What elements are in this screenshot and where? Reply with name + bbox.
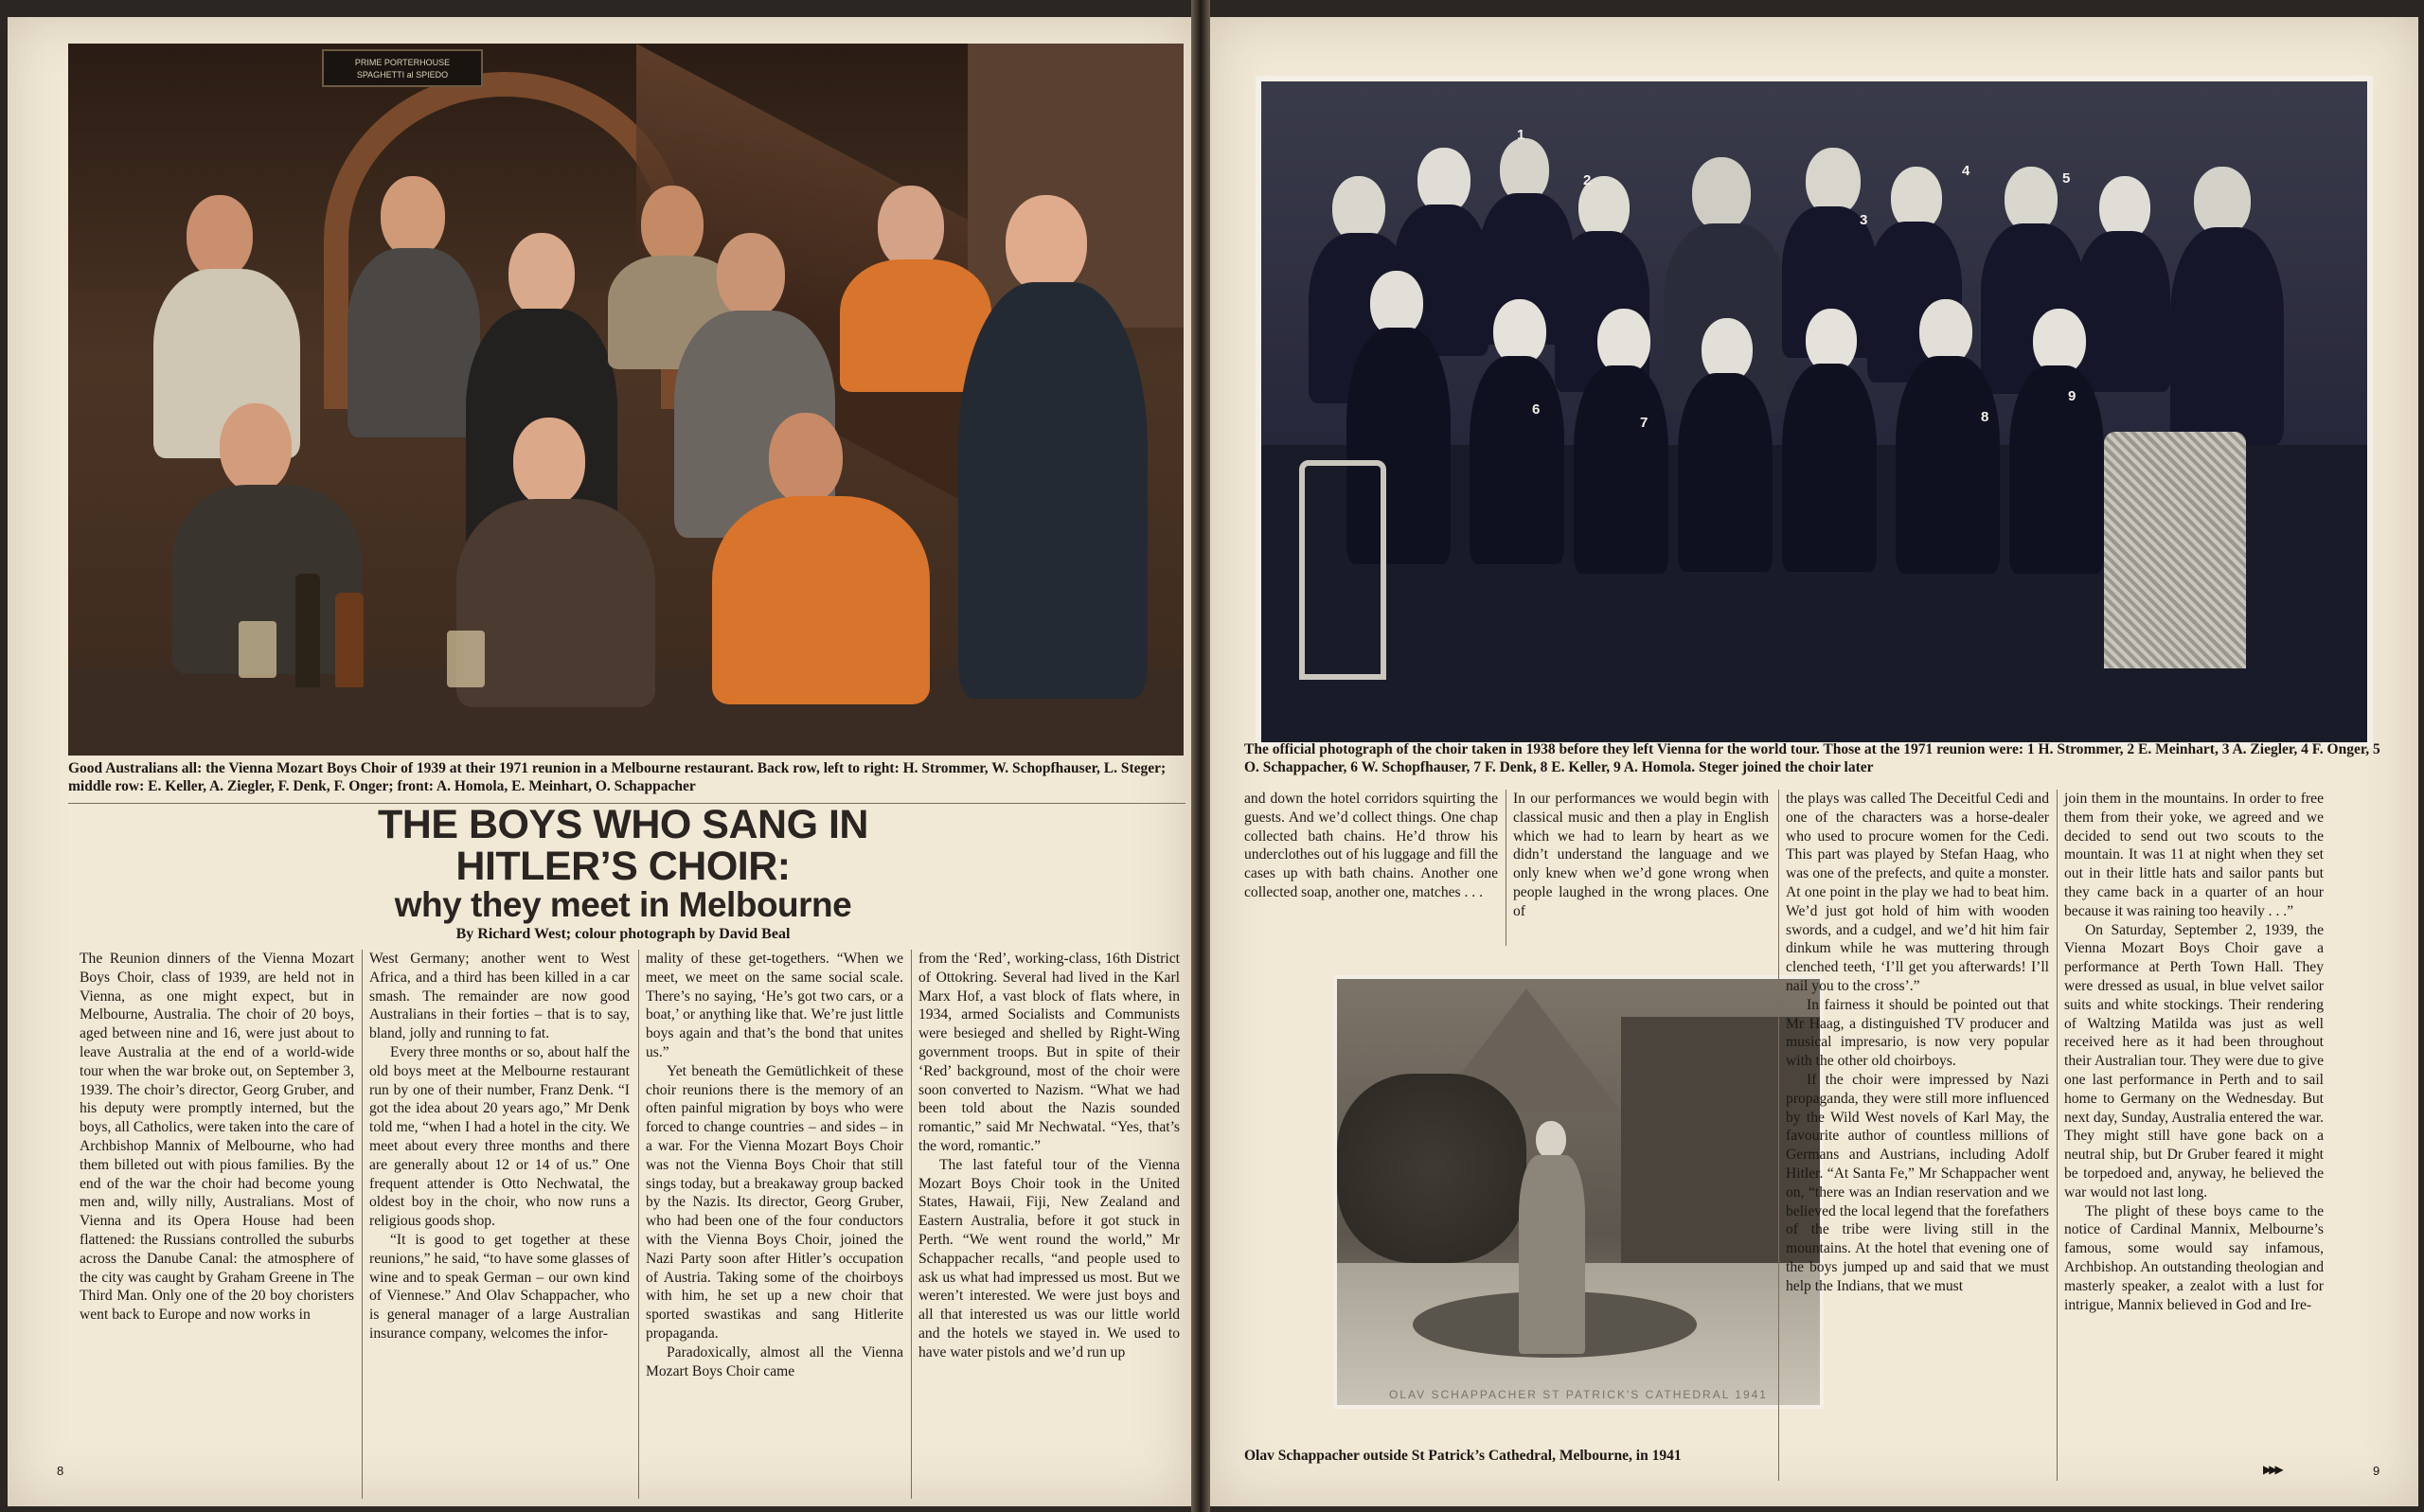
restaurant-sign: PRIME PORTERHOUSE SPAGHETTI al SPIEDO xyxy=(322,49,483,87)
photo-number-label: 1 xyxy=(1517,127,1525,143)
choirboy-figure xyxy=(1519,1121,1585,1358)
article-paragraph: In fairness it should be pointed out that Mr Haag, a distinguished TV producer and musical impresario, is now very popular with the other old choirboys. xyxy=(1786,996,2049,1070)
column-rule xyxy=(2057,790,2058,1481)
article-paragraph: The plight of these boys came to the notice of Cardinal Mannix, Melbourne’s famous, some would say infamous, Archbishop. An outstanding theologian and masterly speaker, a zealot with a lust for intrigue, Mannix believed in God and Ire- xyxy=(2064,1202,2324,1313)
photo-number-label: 8 xyxy=(1981,409,1989,425)
article-paragraph: Paradoxically, almost all the Vienna Mozart Boys Choir came xyxy=(646,1343,903,1379)
headline-subtitle: why they meet in Melbourne xyxy=(394,885,852,924)
photo-number-label: 2 xyxy=(1583,172,1592,188)
color-photo-caption: Good Australians all: the Vienna Mozart Boys Choir of 1939 at their 1971 reunion in a Melbourne restaurant. Back row, left to right: H. Strommer, W. Schopfhauser, L. Steger; middle row: E. Keller, A. Ziegler, F. Denk, F. Onger; front: A. Homola, E. Meinhart, O. Schappacher xyxy=(68,760,1167,794)
byline: By Richard West; colour photograph by David Beal xyxy=(455,926,791,942)
cathedral-photo-caption: Olav Schappacher outside St Patrick’s Cathedral, Melbourne, in 1941 xyxy=(1244,1448,1682,1464)
choir-1938-photo xyxy=(1256,76,2373,748)
photo-number-label: 5 xyxy=(2062,170,2071,187)
page-number: 8 xyxy=(57,1464,64,1478)
article-column-6: In our performances we would begin with classical music and then a play in English which we had to learn by heart as we didn’t understand the language and we only knew when we’d gone wrong when people laughed in the wrong places. One of xyxy=(1513,791,1769,919)
photo-number-label: 7 xyxy=(1640,415,1649,431)
choir-photo-caption: The official photograph of the choir taken in 1938 before they left Vienna for the world tour. Those at the 1971 reunion were: 1 H. Strommer, 2 E. Meinhart, 3 A. Ziegler, 4 F. Onger, 5 O. Schappacher, 6 W. Schopfhauser, 7 F. Denk, 8 E. Keller, 9 A. Homola. Steger joined the choir later xyxy=(1244,741,2380,775)
column-rule xyxy=(1778,790,1779,1481)
left-page xyxy=(8,17,1191,1506)
article-paragraph: On Saturday, September 2, 1939, the Vienna Mozart Boys Choir gave a performance at Perth Town Hall. They were dressed as usual, in blue velvet sailor suits and white stockings. Their rendering of Waltzing Matilda was just as well received here as it had been throughout their Australian tour. They were due to give one last performance in Perth and to sail home to Germany on the Wednesday. But next day, Sunday, Australia entered the war. They might still have gone back on a neutral ship, but Dr Gruber feared it might be torpedoed and, anyway, he believed the war would not last long. xyxy=(2064,921,2324,1201)
photo-number-label: 9 xyxy=(2068,388,2076,404)
article-column-3: mality of these get-togethers. “When we meet, we meet on the same social scale. There’s no saying, ‘He’s got two cars, or a boat,’ or anything like that. We’re just little boys again and that’s the bond that unites us.” Yet beneath the Gemütlichkeit of these choir reunions there is the memory of an often painful migration by boys who were forced to change countries – and sides – in a war. For the Vienna Mozart Boys Choir was not the Vienna Boys Choir that still sings today, but a breakaway group backed by the Nazis. Its director, Georg Gruber, who had been one of the four conductors with the Vienna Boys Choir, joined the Nazi Party soon after Hitler’s occupation of Austria. Taking some of the choirboys with him, he set up a new choir that sported swastikas and sang Hitlerite propaganda. Paradoxically, almost all the Vienna Mozart Boys Choir came xyxy=(646,951,903,1379)
article-paragraph: Every three months or so, about half the old boys meet at the Melbourne restaurant run by one of their number, Franz Denk. “I got the idea about 20 years ago,” Mr Denk told me, “when I had a hotel in the city. We meet about every three months and there are generally about 12 or 14 of us.” One frequent attender is Otto Nechwatal, the oldest boy in the choir, who now runs a religious goods shop. xyxy=(369,1043,630,1230)
wicker-chair xyxy=(2104,432,2246,668)
photo-number-label: 6 xyxy=(1532,401,1541,418)
article-paragraph: Yet beneath the Gemütlichkeit of these choir reunions there is the memory of an often painful migration by boys who were forced to change countries – and sides – in a war. For the Vienna Mozart Boys Choir was not the Vienna Boys Choir that still sings today, but a breakaway group backed by the Nazis. Its director, Georg Gruber, who had been one of the four conductors with the Vienna Boys Choir, joined the Nazi Party soon after Hitler’s occupation of Austria. Taking some of the choirboys with him, he set up a new choir that sported swastikas and sang Hitlerite propaganda. xyxy=(646,1062,903,1342)
headline-line-1: THE BOYS WHO SANG IN xyxy=(378,802,868,847)
photo-number-label: 4 xyxy=(1962,163,1970,179)
headline-line-2: HITLER’S CHOIR: xyxy=(455,844,791,889)
article-column-2: West Germany; another went to West Africa, and a third has been killed in a car smash. The remainder are now good Australians in their forties – that is to say, bland, jolly and running to fat. Every three months or so, about half the old boys meet at the Melbourne restaurant run by one of their number, Franz Denk. “I got the idea about 20 years ago,” Mr Denk told me, “when I had a hotel in the city. We meet about every three months and there are generally about 12 or 14 of us.” One frequent attender is Otto Nechwatal, the oldest boy in the choir, who now runs a religious goods shop. “It is good to get together at these reunions,” he said, “to have some glasses of wine and to speak German – our own kind of Viennese.” And Olav Schappacher, who is general manager of a large Australian insurance company, welcomes the infor- xyxy=(369,951,630,1342)
right-page xyxy=(1210,17,2418,1506)
column-rule xyxy=(362,950,363,1499)
article-column-4: from the ‘Red’, working-class, 16th District of Ottokring. Several had lived in the Karl Marx Hof, a vast block of flats where, in 1934, armed Socialists and Communists were besieged and shelled by Right-Wing government troops. But in spite of their ‘Red’ background, most of the choir were soon converted to Nazism. “What we had been told about the Nazis sounded romantic,” said Mr Nechwatal. “Yes, that’s the word, romantic.” The last fateful tour of the Vienna Mozart Boys Choir took in the United States, Hawaii, Fiji, New Zealand and Eastern Australia, before it got stuck in Perth. “We went round the world,” Mr Schappacher recalls, “and people used to ask us what had impressed us most. But we weren’t interested. We were just boys and all that interested us was our little world and the hotels we stayed in. We used to have water pistols and we’d run up xyxy=(918,951,1180,1361)
chair xyxy=(1299,460,1386,680)
page-number: 9 xyxy=(2373,1464,2380,1478)
continue-arrow-icon: ▶▶▶ xyxy=(2263,1463,2281,1476)
article-column-1: The Reunion dinners of the Vienna Mozart Boys Choir, class of 1939, are held not in Vienna, as one might expect, but in Melbourne, Australia. The choir of 20 boys, aged between nine and 16, were just about to leave Australia at the end of a world-wide tour when the war broke out, on September 3, 1939. The choir’s director, Georg Gruber, and his deputy were promptly interned, but the boys, all Catholics, were taken into the care of Archbishop Mannix of Melbourne, who had them billeted out with pious families. By the end of the war the choir had become young men and, willy nilly, Australians. Most of Vienna and its Opera House had been flattened: the Russians controlled the suburbs across the Danube Canal: the atmosphere of the city was caught by Graham Greene in The Third Man. Only one of the 20 boy choristers went back to Europe and now works in xyxy=(80,951,354,1324)
article-column-5: and down the hotel corridors squirting the guests. And we’d collect things. One chap collected bath chains. He’d throw his underclothes out of his luggage and fill the cases up with bath chains. Another one collected soap, another one, matches . . . xyxy=(1244,791,1498,900)
article-paragraph: “It is good to get together at these reunions,” he said, “to have some glasses of wine and to speak German – our own kind of Viennese.” And Olav Schappacher, who is general manager of a large Australian insurance company, welcomes the infor- xyxy=(369,1231,630,1342)
article-column-8: join them in the mountains. In order to free them from their yoke, we agreed and we decided to send out two scouts to the mountain. It was 11 at night when they set out in their little hats and sailor pants but they came back in a quarter of an hour because it was raining too heavily . . .” On Saturday, September 2, 1939, the Vienna Mozart Boys Choir gave a performance at Perth Town Hall. They were dressed as usual, in blue velvet sailor suits and white stockings. Their rendering of Waltzing Matilda was just as well received here as it had been throughout their Australian tour. They were due to give one last performance in Perth and to sail home to Germany on the Wednesday. But next day, Sunday, Australia entered the war. They might still have gone back on a neutral ship, but Dr Gruber feared it might be torpedoed and, anyway, he believed the war would not last long. The plight of these boys came to the notice of Cardinal Mannix, Melbourne’s famous, some would say infamous, Archbishop. An outstanding theologian and masterly speaker, a zealot with a lust for intrigue, Mannix believed in God and Ire- xyxy=(2064,791,2324,1313)
photo-number-label: 3 xyxy=(1860,212,1868,228)
photo-inscription: OLAV SCHAPPACHER ST PATRICK'S CATHEDRAL 1941 xyxy=(1389,1388,1768,1401)
article-paragraph: The last fateful tour of the Vienna Mozart Boys Choir took in the United States, Hawaii, Fiji, New Zealand and Eastern Australia, before it got stuck in Perth. “We went round the world,” Mr Schappacher recalls, “and people used to ask us what had impressed us most. But we weren’t interested. We were just boys and all that interested us was our little world and the hotels we stayed in. We used to have water pistols and we’d run up xyxy=(918,1156,1180,1361)
article-column-7: the plays was called The Deceitful Cedi and one of the characters was a horse-dealer who used to procure women for the Cedi. This part was played by Stefan Haag, who was one of the prefects, and quite a monster. At one point in the play we had to beat him. We’d just got hold of him with wooden swords, and a cudgel, and we’d hit him fair dinkum while he was muttering through clenched teeth, ‘I’ll get you afterwards! I’ll nail you to the cross’.” In fairness it should be pointed out that Mr Haag, a distinguished TV producer and musical impresario, is now very popular with the other old choirboys. If the choir were impressed by Nazi propaganda, they were still more influenced by the Wild West novels of Karl May, the favourite author of countless millions of Germans and Austrians, including Adolf Hitler. “At Santa Fe,” Mr Schappacher went on, “there was an Indian reservation and we believed the local legend that the forefathers of the tribe were living still in the mountains. At the hotel that evening one of the boys jumped up and said that we must help the Indians, that we must xyxy=(1786,791,2049,1294)
column-rule xyxy=(911,950,912,1499)
column-rule xyxy=(638,950,639,1499)
magazine-spine xyxy=(1191,0,1210,1512)
cathedral-photo xyxy=(1333,975,1824,1409)
reunion-color-photo xyxy=(68,44,1184,756)
article-paragraph: If the choir were impressed by Nazi propaganda, they were still more influenced by the Wild West novels of Karl May, the favourite author of countless millions of Germans and Austrians, including Adolf Hitler. “At Santa Fe,” Mr Schappacher went on, “there was an Indian reservation and we believed the local legend that the forefathers of the tribe were living still in the mountains. At the hotel that evening one of the boys jumped up and said that we must help the Indians, that we must xyxy=(1786,1071,2049,1294)
